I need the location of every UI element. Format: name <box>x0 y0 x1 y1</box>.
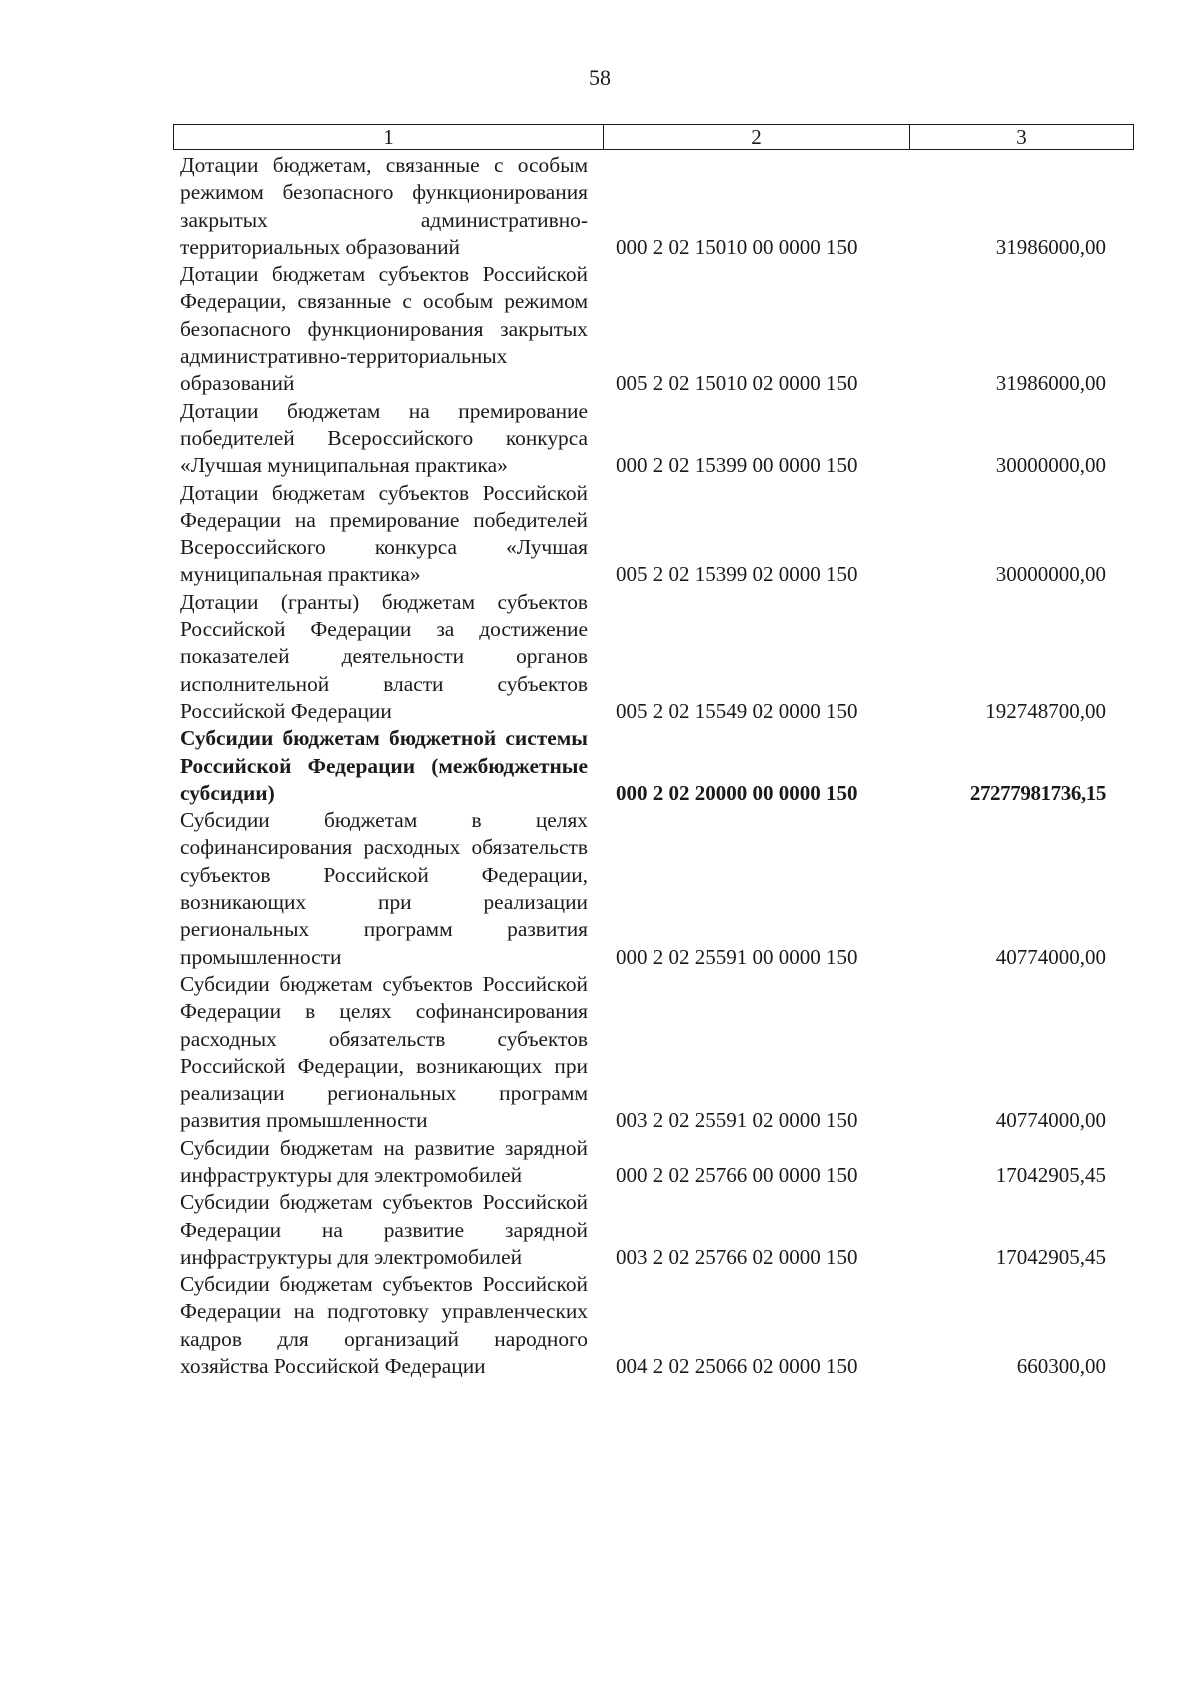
row-amount: 30000000,00 <box>995 453 1106 478</box>
row-code: 000 2 02 15010 00 0000 150 <box>616 234 858 259</box>
row-code: 000 2 02 25766 00 0000 150 <box>616 1162 858 1187</box>
table-row <box>0 152 1200 261</box>
row-amount: 40774000,00 <box>995 1108 1106 1133</box>
table-row <box>0 398 1200 480</box>
row-name: Субсидии бюджетам на развитие зарядной инфраструктуры для электромобилей <box>180 1135 588 1187</box>
row-code: 005 2 02 15399 02 0000 150 <box>616 562 858 587</box>
column-header-1: 1 <box>174 125 604 150</box>
row-code: 000 2 02 25591 00 0000 150 <box>616 944 858 969</box>
table-row <box>0 1271 1200 1380</box>
row-code: 003 2 02 25591 02 0000 150 <box>616 1108 858 1133</box>
row-name: Субсидии бюджетам в целях софинансирования расходных обязательств субъектов Российской Федерации, возникающих при реализации региональных программ развития промышленности <box>180 808 588 969</box>
page-number: 58 <box>589 65 611 90</box>
table-row <box>0 480 1200 589</box>
row-code: 004 2 02 25066 02 0000 150 <box>616 1354 858 1379</box>
table-row <box>0 1189 1200 1271</box>
column-header-row <box>174 125 1134 150</box>
row-name: Дотации бюджетам на премирование победителей Всероссийского конкурса «Лучшая муниципальная практика» <box>180 398 588 478</box>
row-name: Субсидии бюджетам субъектов Российской Федерации на развитие зарядной инфраструктуры для электромобилей <box>180 1190 588 1269</box>
row-code: 000 2 02 15399 00 0000 150 <box>616 453 858 478</box>
table-row <box>0 261 1200 397</box>
budget-rows <box>0 152 1200 1380</box>
column-header-table <box>173 124 1134 150</box>
row-code: 000 2 02 20000 00 0000 150 <box>616 780 858 805</box>
table-row-section-total <box>0 725 1200 807</box>
row-amount: 192748700,00 <box>985 698 1106 723</box>
row-amount: 27277981736,15 <box>969 780 1106 805</box>
table-row <box>0 971 1200 1135</box>
row-amount: 31986000,00 <box>995 371 1106 396</box>
row-amount: 660300,00 <box>1016 1354 1106 1379</box>
row-name: Дотации (гранты) бюджетам субъектов Российской Федерации за достижение показателей деятельности органов исполнительной власти субъектов Российской Федерации <box>180 589 588 723</box>
row-amount: 30000000,00 <box>995 562 1106 587</box>
table-row <box>0 589 1200 725</box>
row-name: Субсидии бюджетам субъектов Российской Федерации на подготовку управленческих кадров для организаций народного хозяйства Российской Федерации <box>180 1272 588 1379</box>
row-name: Дотации бюджетам, связанные с особым режимом безопасного функционирования закрытых административно-территориальных образований <box>180 153 588 259</box>
column-header-2: 2 <box>604 125 910 150</box>
table-row <box>0 1135 1200 1190</box>
row-amount: 40774000,00 <box>995 944 1106 969</box>
row-amount: 31986000,00 <box>995 234 1106 259</box>
row-code: 005 2 02 15549 02 0000 150 <box>616 698 858 723</box>
row-amount: 17042905,45 <box>995 1162 1106 1187</box>
row-code: 005 2 02 15010 02 0000 150 <box>616 371 858 396</box>
table-row <box>0 807 1200 971</box>
row-name: Дотации бюджетам субъектов Российской Федерации на премирование победителей Всероссийского конкурса «Лучшая муниципальная практика» <box>180 480 588 587</box>
column-header-3: 3 <box>910 125 1134 150</box>
row-name: Дотации бюджетам субъектов Российской Федерации, связанные с особым режимом безопасного функционирования закрытых административно-территориальных образований <box>180 262 588 396</box>
row-name: Субсидии бюджетам бюджетной системы Российской Федерации (межбюджетные субсидии) <box>180 726 588 805</box>
row-code: 003 2 02 25766 02 0000 150 <box>616 1244 858 1269</box>
row-name: Субсидии бюджетам субъектов Российской Федерации в целях софинансирования расходных обязательств субъектов Российской Федерации, возникающих при реализации региональных программ развития промышленности <box>180 971 588 1133</box>
row-amount: 17042905,45 <box>995 1244 1106 1269</box>
